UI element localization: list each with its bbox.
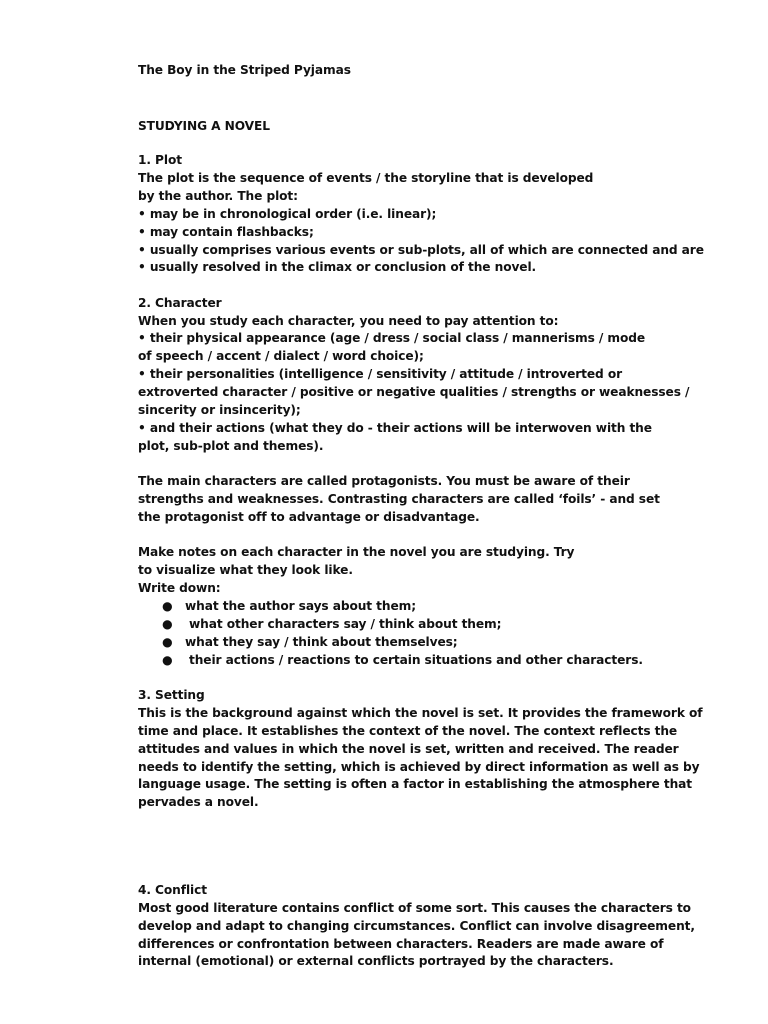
character-line: When you study each character, you need to pay attention to: [138,314,559,328]
conflict-line: internal (emotional) or external conflicts portrayed by the characters. [138,954,614,968]
list-item-text: their actions / reactions to certain situations and other characters. [189,653,643,667]
notes-line: Make notes on each character in the novel you are studying. Try [138,545,575,559]
setting-line: needs to identify the setting, which is achieved by direct information as well as by [138,760,700,774]
setting-line: attitudes and values in which the novel is set, written and received. The reader [138,742,679,756]
setting-line: This is the background against which the novel is set. It provides the framework of [138,706,703,720]
character-line: • their personalities (intelligence / sensitivity / attitude / introverted or [138,367,622,381]
conflict-line: Most good literature contains conflict of some sort. This causes the characters to [138,901,691,915]
bullet-icon: ● [162,653,173,667]
plot-heading: 1. Plot [138,153,182,167]
setting-line: language usage. The setting is often a factor in establishing the atmosphere that [138,777,693,791]
conflict-line: differences or confrontation between characters. Readers are made aware of [138,937,664,951]
document-title: The Boy in the Striped Pyjamas [138,63,351,77]
list-item-text: what other characters say / think about them; [189,617,502,631]
character-line: plot, sub-plot and themes). [138,439,324,453]
character-heading: 2. Character [138,296,222,310]
conflict-heading: 4. Conflict [138,883,207,897]
plot-line: by the author. The plot: [138,189,298,203]
notes-line: to visualize what they look like. [138,563,353,577]
list-item-text: what the author says about them; [185,599,417,613]
character-line: • their physical appearance (age / dress / social class / mannerisms / mode [138,331,646,345]
bullet-icon: ● [162,617,173,631]
character-line: • and their actions (what they do - their actions will be interwoven with the [138,421,652,435]
plot-line: • may be in chronological order (i.e. linear); [138,207,437,221]
protagonist-line: strengths and weaknesses. Contrasting characters are called ‘foils’ - and set [138,492,660,506]
plot-line: • usually comprises various events or sub-plots, all of which are connected and are [138,243,704,257]
bullet-icon: ● [162,635,173,649]
character-line: sincerity or insincerity); [138,403,301,417]
conflict-line: develop and adapt to changing circumstances. Conflict can involve disagreement, [138,919,695,933]
plot-line: • may contain flashbacks; [138,225,314,239]
notes-line: Write down: [138,581,221,595]
protagonist-line: the protagonist off to advantage or disadvantage. [138,510,480,524]
setting-line: time and place. It establishes the context of the novel. The context reflects the [138,724,678,738]
character-line: of speech / accent / dialect / word choice); [138,349,424,363]
main-heading: STUDYING A NOVEL [138,119,270,133]
bullet-icon: ● [162,599,173,613]
protagonist-line: The main characters are called protagonists. You must be aware of their [138,474,630,488]
setting-line: pervades a novel. [138,795,259,809]
list-item-text: what they say / think about themselves; [185,635,458,649]
character-line: extroverted character / positive or negative qualities / strengths or weaknesses / [138,385,690,399]
plot-line: • usually resolved in the climax or conclusion of the novel. [138,260,537,274]
setting-heading: 3. Setting [138,688,205,702]
plot-line: The plot is the sequence of events / the storyline that is developed [138,171,594,185]
